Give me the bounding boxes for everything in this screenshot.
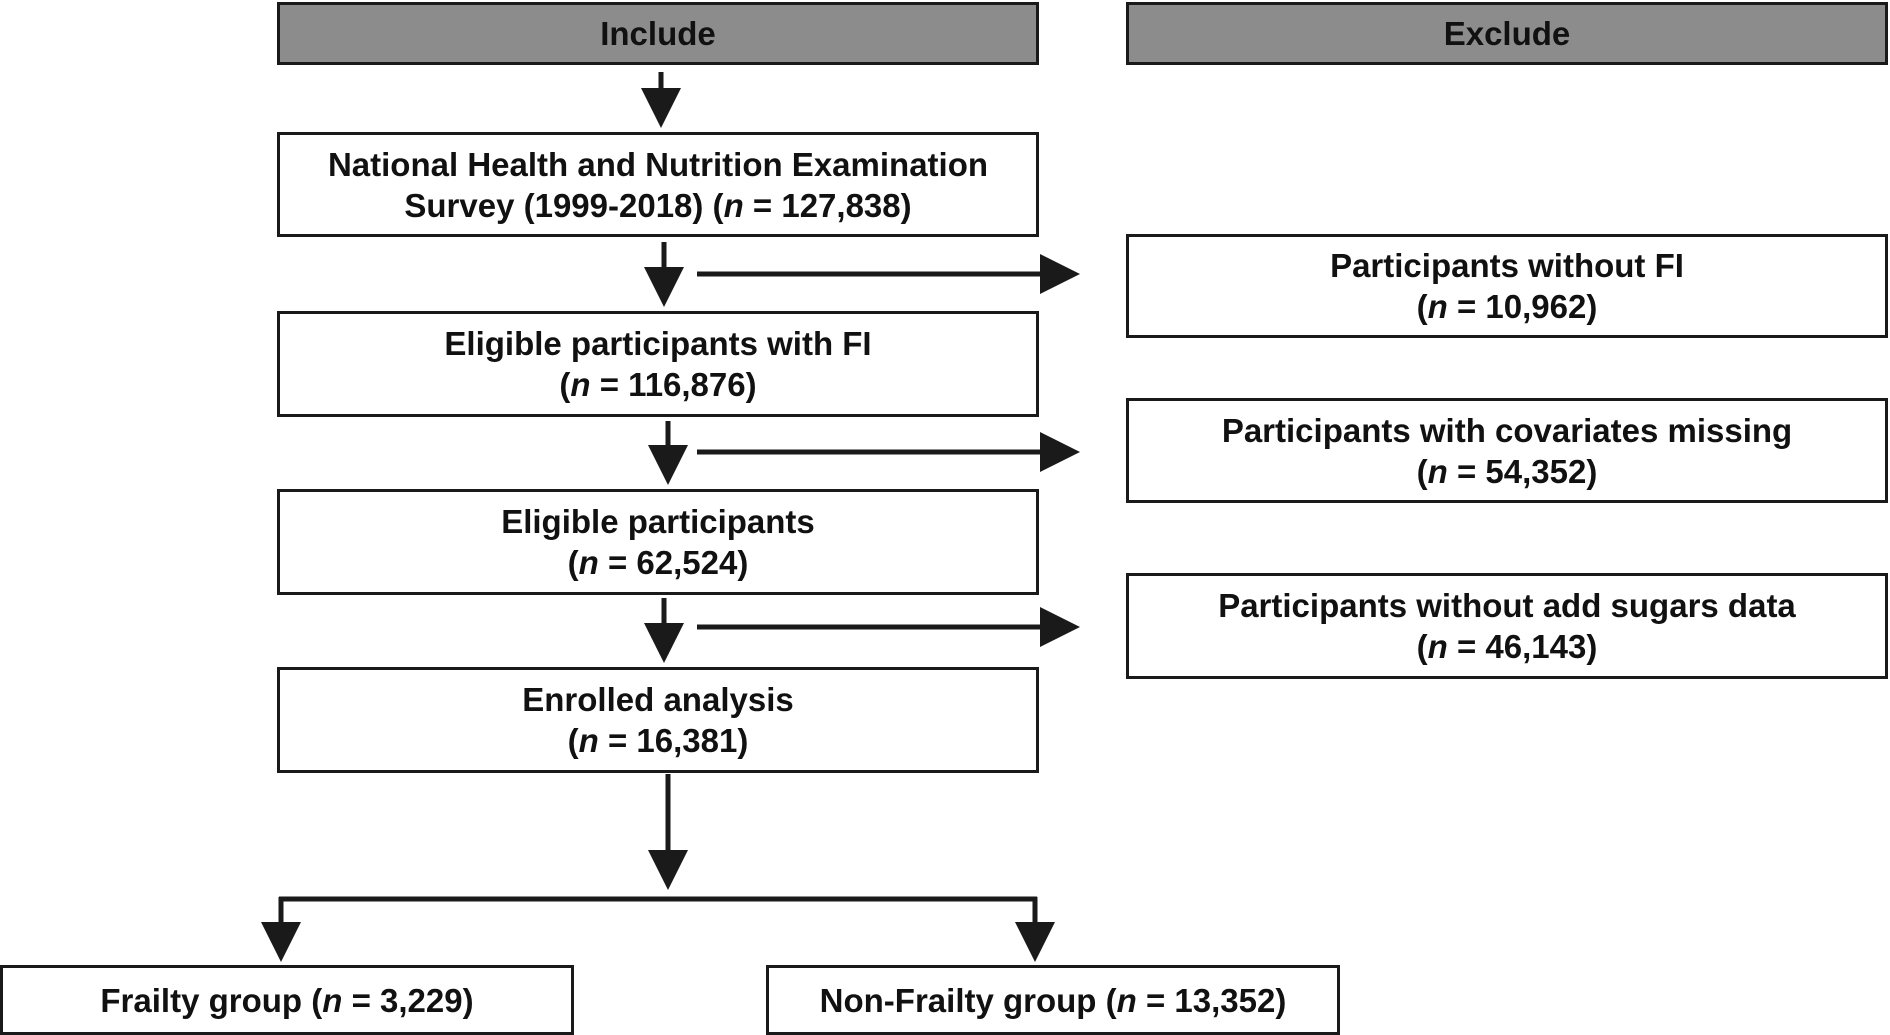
covariates-missing-count: (n = 54,352): [1416, 452, 1598, 490]
non-frailty-group-box: [766, 965, 1340, 1035]
eligible-title: Eligible participants: [501, 503, 815, 540]
without-fi-title: Participants without FI: [1330, 247, 1684, 284]
without-sugars-box: [1126, 573, 1888, 679]
eligible-box: [277, 489, 1039, 595]
non-frailty-group-label: Non-Frailty group (n = 13,352): [819, 981, 1287, 1019]
frailty-group-box: [0, 965, 574, 1035]
include-header-label: Include: [600, 15, 716, 52]
eligible-fi-box: [277, 311, 1039, 417]
without-sugars-count: (n = 46,143): [1416, 628, 1598, 665]
without-fi-box: [1126, 234, 1888, 338]
frailty-group-label: Frailty group (n = 3,229): [100, 981, 474, 1019]
without-sugars-title: Participants without add sugars data: [1218, 587, 1796, 624]
enrolled-box: [277, 667, 1039, 773]
without-fi-count: (n = 10,962): [1416, 288, 1598, 325]
nhanes-title: National Health and Nutrition Examination: [327, 145, 989, 183]
nhanes-box: [277, 132, 1039, 237]
enrolled-count: (n = 16,381): [567, 722, 749, 759]
enrolled-title: Enrolled analysis: [522, 681, 794, 718]
covariates-missing-title: Participants with covariates missing: [1221, 411, 1793, 449]
eligible-fi-count: (n = 116,876): [559, 366, 757, 403]
nhanes-count: Survey (1999-2018) (n = 127,838): [404, 186, 912, 224]
eligible-fi-title: Eligible participants with FI: [444, 325, 872, 362]
eligible-count: (n = 62,524): [567, 544, 749, 581]
exclude-header: [1126, 2, 1888, 65]
covariates-missing-box: [1126, 398, 1888, 503]
include-header: [277, 2, 1039, 65]
exclude-header-label: Exclude: [1443, 15, 1571, 52]
